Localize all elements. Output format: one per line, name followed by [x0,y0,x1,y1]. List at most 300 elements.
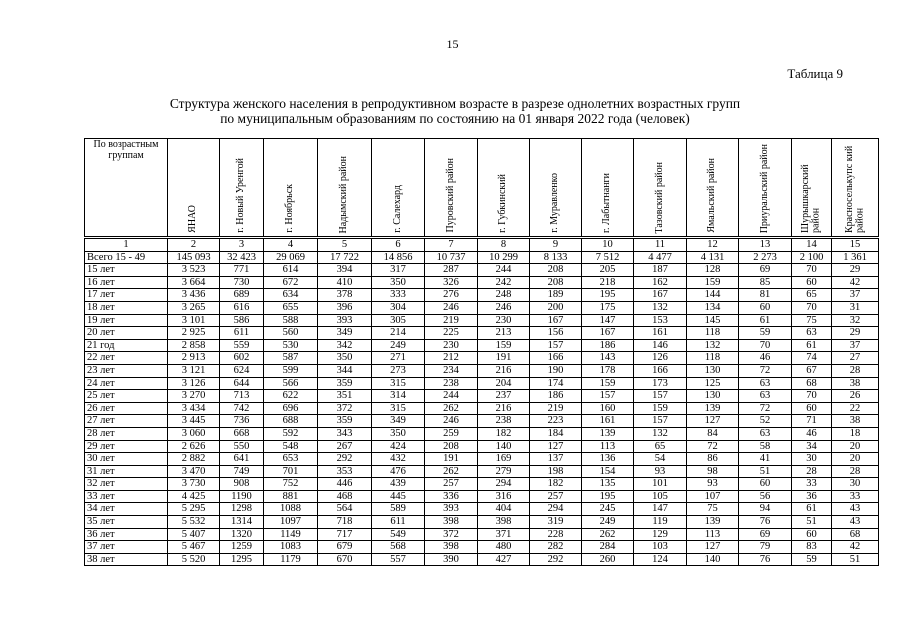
value-cell: 198 [530,465,582,478]
value-cell: 5 295 [168,503,220,516]
value-cell: 70 [792,390,832,403]
value-cell: 175 [582,301,634,314]
table-row [85,264,879,277]
value-cell: 81 [739,289,792,302]
value-cell: 245 [582,503,634,516]
value-cell: 93 [634,465,687,478]
table-row [85,440,879,453]
value-cell: 182 [530,478,582,491]
value-cell: 139 [687,516,739,529]
value-cell: 28 [832,465,879,478]
value-cell: 191 [478,352,530,365]
value-cell: 159 [478,339,530,352]
value-cell: 30 [792,453,832,466]
value-cell: 205 [582,264,634,277]
value-cell: 1097 [264,516,318,529]
table-row [85,490,879,503]
value-cell: 125 [687,377,739,390]
value-cell: 10 299 [478,251,530,264]
value-cell: 476 [372,465,425,478]
value-cell: 588 [264,314,318,327]
column-header-label: г. Новый Уренгой [235,158,247,233]
value-cell: 159 [634,402,687,415]
age-group-cell: 37 лет [85,541,168,554]
value-cell: 749 [220,465,264,478]
value-cell: 5 532 [168,516,220,529]
value-cell: 1 361 [832,251,879,264]
value-cell: 634 [264,289,318,302]
value-cell: 84 [687,427,739,440]
value-cell: 41 [739,453,792,466]
value-cell: 696 [264,402,318,415]
value-cell: 182 [478,427,530,440]
value-cell: 611 [372,516,425,529]
value-cell: 342 [318,339,372,352]
value-cell: 118 [687,352,739,365]
column-header [168,139,220,238]
table-row [85,339,879,352]
column-header [792,139,832,238]
value-cell: 257 [425,478,478,491]
column-header [687,139,739,238]
value-cell: 174 [530,377,582,390]
value-cell: 129 [634,528,687,541]
value-cell: 43 [832,516,879,529]
value-cell: 101 [634,478,687,491]
value-cell: 219 [425,314,478,327]
value-cell: 655 [264,301,318,314]
column-header-label: Пуровский район [444,158,456,233]
value-cell: 717 [318,528,372,541]
value-cell: 190 [530,364,582,377]
column-header [634,139,687,238]
value-cell: 279 [478,465,530,478]
value-cell: 136 [582,453,634,466]
value-cell: 560 [264,327,318,340]
value-cell: 31 [832,301,879,314]
age-group-cell: 15 лет [85,264,168,277]
age-group-cell: 32 лет [85,478,168,491]
value-cell: 624 [220,364,264,377]
value-cell: 60 [792,276,832,289]
value-cell: 550 [220,440,264,453]
value-cell: 52 [739,415,792,428]
column-header-label: г. Муравленко [549,173,561,233]
value-cell: 167 [634,289,687,302]
value-cell: 390 [425,553,478,566]
value-cell: 60 [792,528,832,541]
value-cell: 72 [739,364,792,377]
value-cell: 548 [264,440,318,453]
table-row [85,402,879,415]
value-cell: 86 [687,453,739,466]
value-cell: 372 [425,528,478,541]
value-cell: 3 664 [168,276,220,289]
value-cell: 162 [634,276,687,289]
value-cell: 124 [634,553,687,566]
age-group-cell: 16 лет [85,276,168,289]
value-cell: 70 [792,301,832,314]
age-group-cell: 18 лет [85,301,168,314]
column-header-label: Приуральский район [758,143,770,233]
value-cell: 29 [832,264,879,277]
value-cell: 61 [792,503,832,516]
value-cell: 93 [687,478,739,491]
value-cell: 28 [832,364,879,377]
value-cell: 186 [582,339,634,352]
value-cell: 127 [687,415,739,428]
value-cell: 742 [220,402,264,415]
value-cell: 51 [832,553,879,566]
column-header [425,139,478,238]
value-cell: 223 [530,415,582,428]
value-cell: 219 [530,402,582,415]
column-number: 4 [264,238,318,252]
page-number: 15 [446,37,459,51]
value-cell: 63 [739,427,792,440]
table-row [85,427,879,440]
value-cell: 230 [478,314,530,327]
value-cell: 3 121 [168,364,220,377]
value-cell: 614 [264,264,318,277]
value-cell: 17 722 [318,251,372,264]
value-cell: 74 [792,352,832,365]
column-number: 10 [582,238,634,252]
value-cell: 200 [530,301,582,314]
column-number: 8 [478,238,530,252]
table-row [85,541,879,554]
column-header-label: ЯНАО [187,205,199,233]
value-cell: 602 [220,352,264,365]
value-cell: 564 [318,503,372,516]
value-cell: 292 [530,553,582,566]
value-cell: 7 512 [582,251,634,264]
value-cell: 549 [372,528,425,541]
value-cell: 191 [425,453,478,466]
value-cell: 59 [739,327,792,340]
value-cell: 316 [478,490,530,503]
value-cell: 246 [425,415,478,428]
value-cell: 195 [582,490,634,503]
value-cell: 157 [634,390,687,403]
value-cell: 689 [220,289,264,302]
value-cell: 4 477 [634,251,687,264]
value-cell: 294 [478,478,530,491]
age-group-cell: 25 лет [85,390,168,403]
value-cell: 611 [220,327,264,340]
value-cell: 38 [832,415,879,428]
value-cell: 398 [425,516,478,529]
column-header [220,139,264,238]
column-number: 13 [739,238,792,252]
value-cell: 315 [372,402,425,415]
value-cell: 294 [530,503,582,516]
value-cell: 326 [425,276,478,289]
table-row [85,528,879,541]
value-cell: 68 [832,528,879,541]
value-cell: 60 [792,402,832,415]
column-header-label: г. Лабытнанги [601,173,613,233]
value-cell: 98 [687,465,739,478]
table-row [85,516,879,529]
table-row [85,503,879,516]
column-header-label: Красноселькупс кий район [843,145,865,233]
value-cell: 56 [739,490,792,503]
value-cell: 139 [687,402,739,415]
age-group-cell: Всего 15 - 49 [85,251,168,264]
table-label: Таблица 9 [787,66,843,81]
value-cell: 304 [372,301,425,314]
value-cell: 653 [264,453,318,466]
table-row [85,453,879,466]
value-cell: 68 [792,377,832,390]
value-cell: 42 [832,276,879,289]
value-cell: 668 [220,427,264,440]
column-header [478,139,530,238]
value-cell: 166 [530,352,582,365]
value-cell: 736 [220,415,264,428]
value-cell: 26 [832,390,879,403]
value-cell: 187 [634,264,687,277]
value-cell: 396 [318,301,372,314]
value-cell: 22 [832,402,879,415]
column-header-label: г. Ноябрьск [284,184,296,233]
value-cell: 33 [792,478,832,491]
value-cell: 72 [687,440,739,453]
value-cell: 46 [792,427,832,440]
value-cell: 5 407 [168,528,220,541]
value-cell: 153 [634,314,687,327]
value-cell: 208 [530,264,582,277]
value-cell: 424 [372,440,425,453]
value-cell: 3 436 [168,289,220,302]
value-cell: 61 [792,339,832,352]
value-cell: 398 [478,516,530,529]
value-cell: 71 [792,415,832,428]
value-cell: 127 [530,440,582,453]
value-cell: 350 [372,276,425,289]
column-header [832,139,879,238]
column-header-label: Шурышкарский район [800,164,822,233]
value-cell: 156 [530,327,582,340]
value-cell: 566 [264,377,318,390]
value-cell: 157 [582,390,634,403]
value-cell: 257 [530,490,582,503]
value-cell: 446 [318,478,372,491]
value-cell: 144 [687,289,739,302]
column-number: 11 [634,238,687,252]
value-cell: 113 [582,440,634,453]
value-cell: 147 [634,503,687,516]
value-cell: 599 [264,364,318,377]
table-row [85,276,879,289]
value-cell: 230 [425,339,478,352]
value-cell: 225 [425,327,478,340]
value-cell: 718 [318,516,372,529]
value-cell: 161 [582,415,634,428]
value-cell: 37 [832,289,879,302]
value-cell: 189 [530,289,582,302]
value-cell: 94 [739,503,792,516]
age-group-cell: 19 лет [85,314,168,327]
value-cell: 14 856 [372,251,425,264]
value-cell: 3 270 [168,390,220,403]
value-cell: 132 [634,301,687,314]
value-cell: 20 [832,453,879,466]
value-cell: 317 [372,264,425,277]
value-cell: 139 [582,427,634,440]
value-cell: 65 [634,440,687,453]
value-cell: 195 [582,289,634,302]
value-cell: 238 [425,377,478,390]
age-group-cell: 23 лет [85,364,168,377]
value-cell: 105 [634,490,687,503]
value-cell: 244 [478,264,530,277]
value-cell: 3 101 [168,314,220,327]
age-group-cell: 38 лет [85,553,168,566]
value-cell: 752 [264,478,318,491]
value-cell: 34 [792,440,832,453]
value-cell: 213 [478,327,530,340]
table-row [85,301,879,314]
age-group-cell: 22 лет [85,352,168,365]
value-cell: 67 [792,364,832,377]
value-cell: 284 [582,541,634,554]
value-cell: 145 093 [168,251,220,264]
value-cell: 393 [425,503,478,516]
value-cell: 568 [372,541,425,554]
value-cell: 592 [264,427,318,440]
column-header-label: Надымский район [338,155,350,233]
column-header [372,139,425,238]
table-row [85,251,879,264]
value-cell: 103 [634,541,687,554]
value-cell: 432 [372,453,425,466]
value-cell: 351 [318,390,372,403]
column-number: 1 [85,238,168,252]
value-cell: 315 [372,377,425,390]
value-cell: 85 [739,276,792,289]
value-cell: 4 425 [168,490,220,503]
value-cell: 5 467 [168,541,220,554]
value-cell: 69 [739,528,792,541]
value-cell: 38 [832,377,879,390]
column-header [318,139,372,238]
value-cell: 2 626 [168,440,220,453]
value-cell: 3 265 [168,301,220,314]
value-cell: 350 [372,427,425,440]
value-cell: 262 [425,402,478,415]
value-cell: 262 [425,465,478,478]
column-number: 14 [792,238,832,252]
value-cell: 146 [634,339,687,352]
value-cell: 218 [582,276,634,289]
population-table [84,138,879,566]
value-cell: 622 [264,390,318,403]
column-number: 2 [168,238,220,252]
column-header-label: г. Губкинский [497,174,509,233]
value-cell: 234 [425,364,478,377]
value-cell: 42 [832,541,879,554]
value-cell: 586 [220,314,264,327]
value-cell: 2 913 [168,352,220,365]
table-row [85,553,879,566]
value-cell: 51 [792,516,832,529]
value-cell: 184 [530,427,582,440]
value-cell: 292 [318,453,372,466]
value-cell: 147 [582,314,634,327]
value-cell: 51 [739,465,792,478]
table-body [85,238,879,566]
column-number: 12 [687,238,739,252]
age-group-cell: 21 год [85,339,168,352]
value-cell: 2 100 [792,251,832,264]
value-cell: 881 [264,490,318,503]
value-cell: 271 [372,352,425,365]
value-cell: 445 [372,490,425,503]
value-cell: 314 [372,390,425,403]
value-cell: 359 [318,415,372,428]
value-cell: 3 126 [168,377,220,390]
table-row [85,377,879,390]
column-header-label: Тазовский район [653,161,665,233]
value-cell: 587 [264,352,318,365]
value-cell: 159 [687,276,739,289]
value-cell: 167 [530,314,582,327]
age-group-cell: 17 лет [85,289,168,302]
corner-header: По возрастным группам [85,139,168,238]
value-cell: 46 [739,352,792,365]
age-group-cell: 20 лет [85,327,168,340]
value-cell: 186 [530,390,582,403]
column-number: 7 [425,238,478,252]
value-cell: 166 [634,364,687,377]
value-cell: 54 [634,453,687,466]
age-group-cell: 30 лет [85,453,168,466]
value-cell: 36 [792,490,832,503]
table-row [85,314,879,327]
value-cell: 589 [372,503,425,516]
value-cell: 249 [582,516,634,529]
column-header [739,139,792,238]
value-cell: 246 [425,301,478,314]
value-cell: 427 [478,553,530,566]
value-cell: 349 [318,327,372,340]
value-cell: 344 [318,364,372,377]
value-cell: 134 [687,301,739,314]
value-cell: 8 133 [530,251,582,264]
value-cell: 1190 [220,490,264,503]
value-cell: 208 [425,440,478,453]
table-row [85,352,879,365]
value-cell: 58 [739,440,792,453]
value-cell: 276 [425,289,478,302]
value-cell: 2 273 [739,251,792,264]
value-cell: 410 [318,276,372,289]
value-cell: 908 [220,478,264,491]
value-cell: 248 [478,289,530,302]
value-cell: 350 [318,352,372,365]
header-row [85,139,879,238]
column-number: 6 [372,238,425,252]
value-cell: 79 [739,541,792,554]
value-cell: 398 [425,541,478,554]
value-cell: 1320 [220,528,264,541]
column-header [530,139,582,238]
value-cell: 60 [739,478,792,491]
value-cell: 305 [372,314,425,327]
value-cell: 371 [478,528,530,541]
